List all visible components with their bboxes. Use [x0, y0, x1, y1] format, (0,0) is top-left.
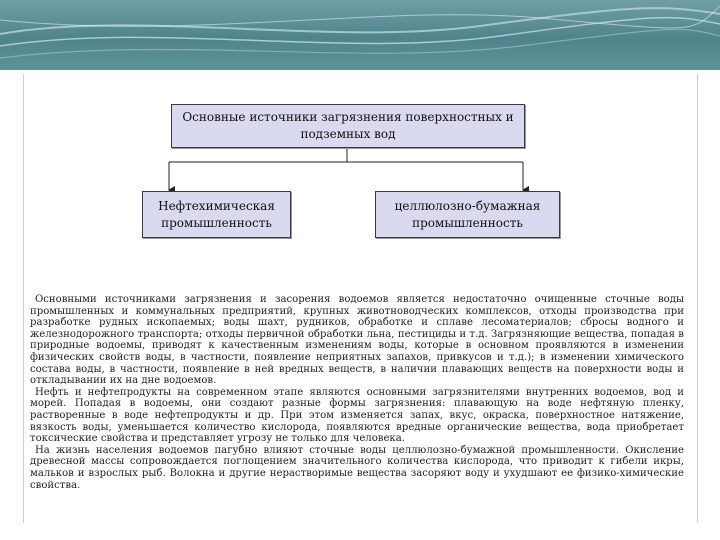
paragraph-sources: Основными источниками загрязнения и засорения водоемов является недостаточно очищенные сточные воды промышленных и коммунальных предприятий, крупных животноводческих комплексов, отходы производства при разработке рудных ископаемых; воды шахт, рудников, обработке и сплаве лесоматериалов; сбросы водного и железнодорожного транспорта; отходы первичной обработки льна, пестициды и т.д. Загрязняющие вещества, попадая в природные водоемы, приводят к качественным изменениям воды, которые в основном проявляются в изменении физических свойств воды, в частности, появление неприятных запахов, привкусов и т.д.); в изменении химического состава воды, в частности, появление в ней вредных веществ, в наличии плавающих веществ на поверхности воды и откладывании их на дне водоемов. [30, 294, 684, 387]
footer-strip [0, 523, 720, 540]
pulp-paper-label: целлюлозно-бумажная промышленность [394, 198, 541, 230]
pulp-paper-box [375, 191, 560, 238]
paragraph-oil: Нефть и нефтепродукты на современном этапе являются основными загрязнителями внутренних водоемов, вод и морей. Попадая в водоемы, они создают разные формы загрязнения: плавающую на воде нефтяную пленку, растворенные в воде нефтепродукты и др. При этом изменяется запах, вкус, окраска, поверхностное натяжение, вязкость воды, уменьшается количество кислорода, появляются вредные органические вещества, вода приобретает токсические свойства и представляет угрозу не только для человека. [30, 386, 684, 445]
main-source-label: Основные источники загрязнения поверхностных и подземных вод [182, 110, 514, 141]
paragraph-pulp: На жизнь населения водоемов пагубно влияют сточные воды целлюлозно-бумажной промышленности. Окисление древесной массы сопровождается поглощением значительного количества кислорода, что приводит к гибели икры, мальков и взрослых рыб. Волокна и другие нерастворимые вещества засоряют воду и ухудшают ее физико-химические свойства. [30, 444, 684, 491]
body-text [30, 294, 684, 491]
main-source-box [171, 104, 525, 148]
petrochemical-box [142, 191, 291, 238]
petrochemical-label: Нефтехимическая промышленность [158, 198, 275, 230]
